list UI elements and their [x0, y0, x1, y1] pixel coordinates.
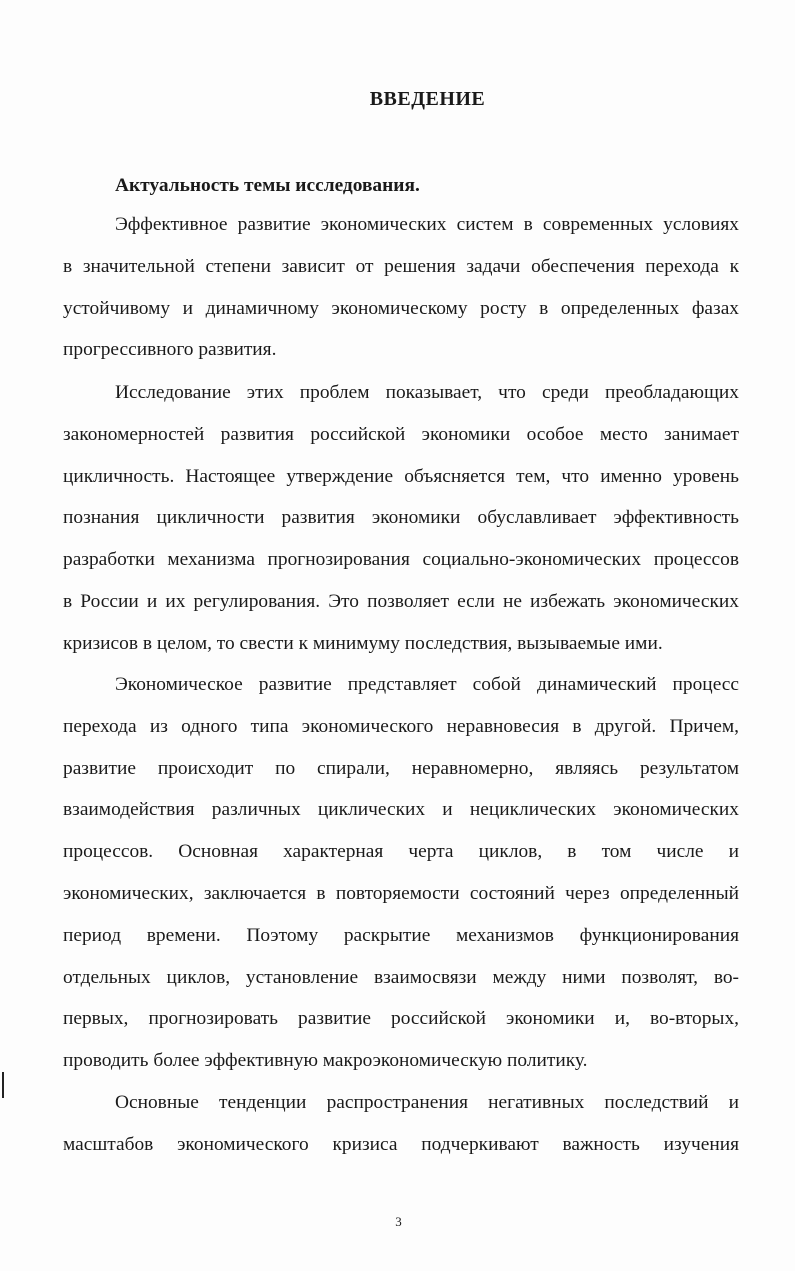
paragraph-line: в значительной степени зависит от решения задачи обеспечения перехода к — [63, 255, 739, 277]
scan-margin-mark — [2, 1072, 4, 1098]
paragraph-line: Экономическое развитие представляет собой динамический процесс — [115, 674, 739, 695]
paragraph-line: Исследование этих проблем показывает, что среди преобладающих — [115, 382, 739, 403]
paragraph-line: кризисов в целом, то свести к минимуму последствия, вызываемые ими. — [63, 632, 663, 654]
paragraph-line: масштабов экономического кризиса подчеркивают важность изучения — [63, 1133, 739, 1155]
paragraph-line: разработки механизма прогнозирования социально-экономических процессов — [63, 549, 739, 571]
paragraph-line: процессов. Основная характерная черта циклов, в том числе и — [63, 841, 739, 863]
page-number: 3 — [395, 1214, 402, 1229]
paragraph-line: цикличность. Настоящее утверждение объясняется тем, что именно уровень — [63, 465, 739, 487]
paragraph-2 — [63, 372, 739, 665]
paragraph-line: перехода из одного типа экономического неравновесия в другой. Причем, — [63, 715, 739, 737]
paragraph-line: прогрессивного развития. — [63, 339, 277, 361]
paragraph-line: взаимодействия различных циклических и нециклических экономических — [63, 799, 739, 821]
paragraph-line: закономерностей развития российской экономики особое место занимает — [63, 423, 739, 445]
paragraph-1 — [63, 204, 739, 371]
paragraph-line: познания цикличности развития экономики обуславливает эффективность — [63, 507, 739, 529]
paragraph-3 — [63, 664, 739, 1082]
paragraph-line: Основные тенденции распространения негативных последствий и — [115, 1092, 739, 1113]
paragraph-line: экономических, заключается в повторяемости состояний через определенный — [63, 882, 739, 904]
paragraph-line: отдельных циклов, установление взаимосвязи между ними позволят, во- — [63, 966, 739, 988]
paragraph-line: развитие происходит по спирали, неравномерно, являясь результатом — [63, 757, 739, 779]
page-title: ВВЕДЕНИЕ — [369, 88, 486, 110]
section-subheading: Актуальность темы исследования. — [115, 175, 420, 196]
paragraph-line: устойчивому и динамичному экономическому росту в определенных фазах — [63, 297, 739, 319]
paragraph-line: период времени. Поэтому раскрытие механизмов функционирования — [63, 924, 739, 946]
paragraph-line: проводить более эффективную макроэкономическую политику. — [63, 1050, 588, 1072]
paragraph-4 — [63, 1082, 739, 1166]
paragraph-line: в России и их регулирования. Это позволяет если не избежать экономических — [63, 590, 739, 612]
paragraph-line: первых, прогнозировать развитие российской экономики и, во-вторых, — [63, 1008, 739, 1030]
paragraph-line: Эффективное развитие экономических систем в современных условиях — [115, 214, 739, 235]
